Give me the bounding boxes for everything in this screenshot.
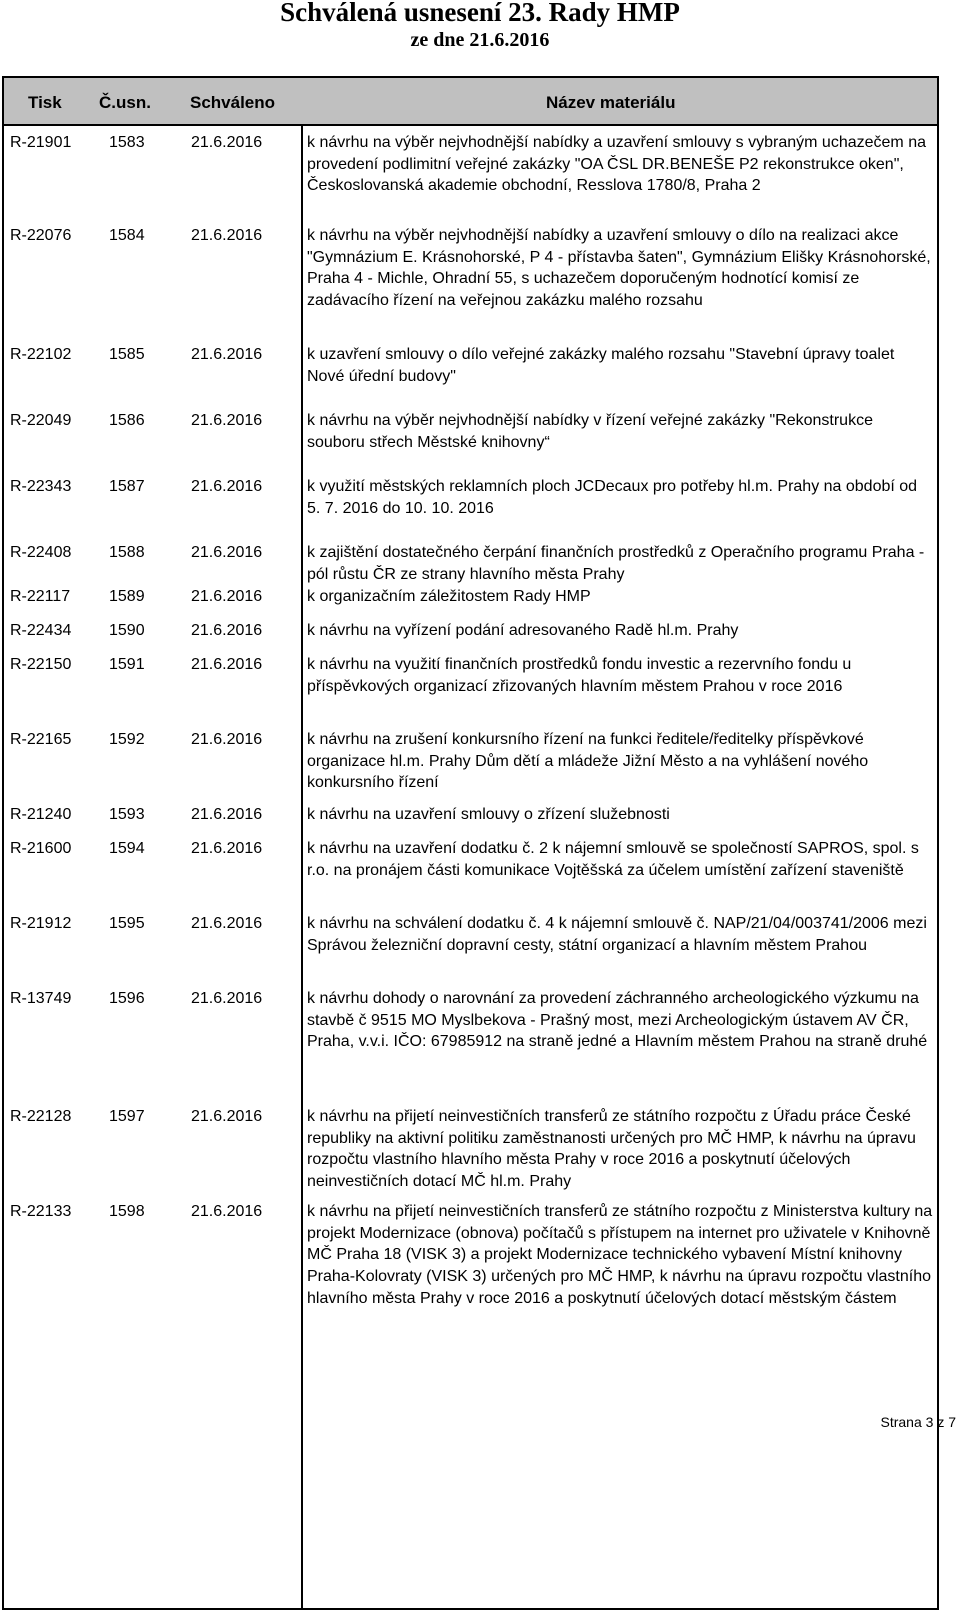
tisk-cell: R-22076 xyxy=(10,227,72,244)
nazev-cell: k návrhu na přijetí neinvestičních transferů ze státního rozpočtu z Ministerstva kultury na projekt Modernizace (obnova) počítačů s přístupem na internet pro uživatele v Knihovně MČ Praha 18 (VISK 3) a projekt Modernizace technického vybavení Místní knihovny Praha-Kolovraty (VISK 3) určených pro MČ HMP, k návrhu na úpravu rozpočtu vlastního hlavního města Prahy v roce 2016 a poskytnutí účelových dotací městským částem xyxy=(307,1203,933,1307)
tisk-cell: R-22165 xyxy=(10,731,72,748)
tisk-cell: R-13749 xyxy=(10,990,72,1007)
schvaleno-cell: 21.6.2016 xyxy=(191,227,263,244)
usneseni-cell: 1595 xyxy=(109,915,145,932)
tisk-cell: R-21240 xyxy=(10,806,72,823)
nazev-cell: k návrhu na výběr nejvhodnější nabídky v řízení veřejné zakázky "Rekonstrukce souboru střech Městské knihovny“ xyxy=(307,412,873,451)
table-header xyxy=(4,76,937,126)
usneseni-cell: 1594 xyxy=(109,840,145,857)
tisk-cell: R-22049 xyxy=(10,412,72,429)
nazev-cell: k návrhu dohody o narovnání za provedení záchranného archeologického výzkumu na stavbě č 9515 MO Myslbekova - Prašný most, mezi Archeologickým ústavem AV ČR, Praha, v.v.i. IČO: 67985912 na straně jedné a Hlavním městem Prahou na straně druhé xyxy=(307,990,928,1051)
nazev-cell: k zajištění dostatečného čerpání finančních prostředků z Operačního programu Praha - pól růstu ČR ze strany hlavního města Prahy xyxy=(307,544,925,583)
tisk-cell: R-22102 xyxy=(10,346,72,363)
nazev-cell: k návrhu na schválení dodatku č. 4 k nájemní smlouvě č. NAP/21/04/003741/2006 mezi Správou železniční dopravní cesty, státní organizací a hlavním městem Prahou xyxy=(307,915,927,954)
tisk-cell: R-22343 xyxy=(10,478,72,495)
nazev-cell: k využití městských reklamních ploch JCDecaux pro potřeby hl.m. Prahy na období od 5. 7. 2016 do 10. 10. 2016 xyxy=(307,478,918,517)
tisk-cell: R-22434 xyxy=(10,622,72,639)
usneseni-cell: 1597 xyxy=(109,1108,145,1125)
page-title: Schválená usnesení 23. Rady HMP xyxy=(280,0,680,27)
schvaleno-cell: 21.6.2016 xyxy=(191,134,263,151)
schvaleno-cell: 21.6.2016 xyxy=(191,478,263,495)
schvaleno-cell: 21.6.2016 xyxy=(191,544,263,561)
column-header-nazev: Název materiálu xyxy=(546,93,676,112)
tisk-cell: R-22150 xyxy=(10,656,72,673)
tisk-cell: R-22117 xyxy=(10,588,71,605)
page-subtitle: ze dne 21.6.2016 xyxy=(410,29,550,51)
nazev-cell: k návrhu na využití finančních prostředků fondu investic a rezervního fondu u příspěvkových organizací zřizovaných hlavním městem Prahou v roce 2016 xyxy=(307,656,852,695)
usneseni-cell: 1593 xyxy=(109,806,145,823)
schvaleno-cell: 21.6.2016 xyxy=(191,806,263,823)
schvaleno-cell: 21.6.2016 xyxy=(191,588,263,605)
column-header-cusn: Č.usn. xyxy=(99,93,151,112)
schvaleno-cell: 21.6.2016 xyxy=(191,840,263,857)
table-body xyxy=(4,126,937,1608)
usneseni-cell: 1587 xyxy=(109,478,145,495)
usneseni-cell: 1583 xyxy=(109,134,145,151)
tisk-cell: R-22128 xyxy=(10,1108,72,1125)
column-divider xyxy=(301,126,303,1608)
page-number: Strana 3 z 7 xyxy=(880,1414,956,1430)
tisk-cell: R-22408 xyxy=(10,544,72,561)
schvaleno-cell: 21.6.2016 xyxy=(191,412,263,429)
nazev-cell: k návrhu na přijetí neinvestičních transferů ze státního rozpočtu z Úřadu práce České republiky na aktivní politiku zaměstnanosti určených pro MČ HMP, k návrhu na úpravu rozpočtu vlastního hlavního města Prahy v roce 2016 a poskytnutí účelových neinvestičních dotací MČ hl.m. Prahy xyxy=(307,1108,916,1191)
nazev-cell: k návrhu na zrušení konkursního řízení na funkci ředitele/ředitelky příspěvkové organizace hl.m. Prahy Dům dětí a mládeže Jižní Město a na vyhlášení nového konkursního řízení xyxy=(307,731,869,792)
usneseni-cell: 1591 xyxy=(109,656,145,673)
column-header-schvaleno: Schváleno xyxy=(190,93,276,112)
nazev-cell: k organizačním záležitostem Rady HMP xyxy=(307,588,591,605)
usneseni-cell: 1592 xyxy=(109,731,145,748)
nazev-cell: k uzavření smlouvy o dílo veřejné zakázky malého rozsahu "Stavební úpravy toalet Nové úřední budovy" xyxy=(307,346,895,385)
usneseni-cell: 1586 xyxy=(109,412,145,429)
schvaleno-cell: 21.6.2016 xyxy=(191,622,263,639)
schvaleno-cell: 21.6.2016 xyxy=(191,731,263,748)
tisk-cell: R-21912 xyxy=(10,915,72,932)
nazev-cell: k návrhu na výběr nejvhodnější nabídky a uzavření smlouvy o dílo na realizaci akce "Gymnázium E. Krásnohorské, P 4 - přístavba šaten", Gymnázium Elišky Krásnohorské, Praha 4 - Michle, Ohradní 55, s uchazečem doporučeným hodnotící komisí ze zadávacího řízení na veřejnou zakázku malého rozsahu xyxy=(307,227,931,310)
resolutions-table xyxy=(2,76,939,1610)
usneseni-cell: 1589 xyxy=(109,588,145,605)
nazev-cell: k návrhu na uzavření smlouvy o zřízení služebnosti xyxy=(307,806,670,823)
schvaleno-cell: 21.6.2016 xyxy=(191,915,263,932)
nazev-cell: k návrhu na vyřízení podání adresovaného Radě hl.m. Prahy xyxy=(307,622,739,639)
usneseni-cell: 1585 xyxy=(109,346,145,363)
tisk-cell: R-21901 xyxy=(10,134,72,151)
usneseni-cell: 1596 xyxy=(109,990,145,1007)
schvaleno-cell: 21.6.2016 xyxy=(191,1108,263,1125)
usneseni-cell: 1590 xyxy=(109,622,145,639)
nazev-cell: k návrhu na výběr nejvhodnější nabídky a uzavření smlouvy s vybraným uchazečem na provedení podlimitní veřejné zakázky "OA ČSL DR.BENEŠE P2 rekonstrukce oken", Českoslovanská akademie obchodní, Resslova 1780/8, Praha 2 xyxy=(307,134,926,195)
usneseni-cell: 1584 xyxy=(109,227,145,244)
column-header-tisk: Tisk xyxy=(28,93,62,112)
schvaleno-cell: 21.6.2016 xyxy=(191,1203,263,1220)
schvaleno-cell: 21.6.2016 xyxy=(191,346,263,363)
tisk-cell: R-21600 xyxy=(10,840,72,857)
tisk-cell: R-22133 xyxy=(10,1203,72,1220)
schvaleno-cell: 21.6.2016 xyxy=(191,656,263,673)
nazev-cell: k návrhu na uzavření dodatku č. 2 k nájemní smlouvě se společností SAPROS, spol. s r.o. na pronájem části komunikace Vojtěšská za účelem umístění zařízení staveniště xyxy=(307,840,919,879)
schvaleno-cell: 21.6.2016 xyxy=(191,990,263,1007)
usneseni-cell: 1588 xyxy=(109,544,145,561)
usneseni-cell: 1598 xyxy=(109,1203,145,1220)
